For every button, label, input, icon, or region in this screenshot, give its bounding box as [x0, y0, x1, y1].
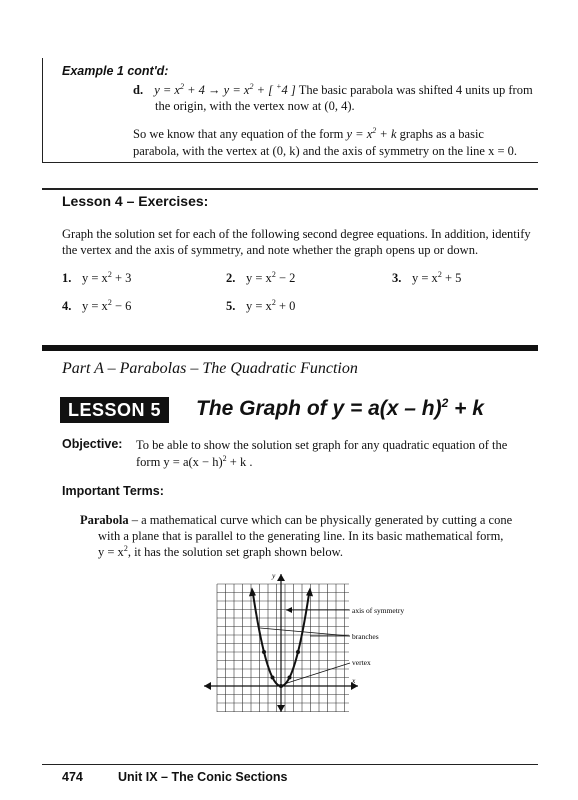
graph-grid: [217, 584, 349, 712]
label-branches: branches: [352, 632, 379, 641]
example-heading: Example 1 cont'd:: [62, 64, 169, 78]
terms-line3: $y = x^2$, it has the solution set graph shown below.: [98, 543, 343, 559]
y-axis-arrow-down: [277, 705, 285, 712]
example-item-d-line2: the origin, with the vertex now at (0, 4).: [155, 99, 355, 113]
exercise-2: 2. $y = x^2 - 2$: [226, 269, 296, 285]
item-label: d.: [133, 83, 144, 97]
branch-arrow-left: [249, 587, 256, 596]
exercise-1: 1. $y = x^2 + 3$: [62, 269, 132, 285]
objective-line2: form $y = a(x - h)^2 + k$ .: [136, 453, 253, 469]
parabola-point: [271, 676, 275, 680]
item-text-1: The basic parabola was shifted 4 units up from: [298, 83, 533, 97]
terms-line2: with a plane that is parallel to the generating line. In its basic mathematical form,: [98, 529, 504, 543]
exercise-4: 4. $y = x^2 - 6$: [62, 297, 132, 313]
parabola-point: [288, 676, 292, 680]
unit-title: Unit IX – The Conic Sections: [118, 770, 288, 784]
exercises-heading: Lesson 4 – Exercises:: [62, 193, 209, 209]
parabola-point: [296, 650, 300, 654]
label-y-axis: y: [272, 571, 276, 580]
y-axis-arrow-up: [277, 574, 285, 581]
leader-arrow-1: [286, 607, 292, 613]
footer-rule: [42, 764, 538, 765]
objective-label: Objective:: [62, 437, 123, 451]
branch-arrow-right: [306, 587, 313, 596]
lesson-title: The Graph of y = a(x – h)$^2$ + k: [196, 396, 484, 420]
exercises-instructions-1: Graph the solution set for each of the following second degree equations. In addition, identify: [62, 227, 531, 241]
example-item-d: [133, 82, 543, 99]
terms-heading: Important Terms:: [62, 484, 164, 498]
parabola-graph: [200, 570, 410, 715]
x-axis-arrow-left: [204, 682, 211, 690]
exercises-instructions-2: the vertex and the axis of symmetry, and note whether the graph opens up or down.: [62, 243, 479, 257]
part-rule: [42, 345, 538, 351]
page-number: 474: [62, 770, 83, 784]
parabola-point: [262, 650, 266, 654]
label-axis-symmetry: axis of symmetry: [352, 606, 405, 615]
label-vertex: vertex: [352, 658, 371, 667]
exercise-5: 5. $y = x^2 + 0$: [226, 297, 296, 313]
part-title: Part A – Parabolas – The Quadratic Function: [62, 360, 358, 377]
example-box-bottom-border: [42, 162, 538, 163]
terms-line1: Parabola – a mathematical curve which can be physically generated by cutting a cone: [80, 513, 513, 527]
example-summary-line1: So we know that any equation of the form $y = x^2 + k$ graphs as a basic: [133, 125, 484, 141]
exercise-3: 3. $y = x^2 + 5$: [392, 269, 462, 285]
example-box-left-border: [42, 58, 43, 163]
example-summary-line2: parabola, with the vertex at (0, k) and the axis of symmetry on the line x = 0.: [133, 144, 518, 158]
exercises-rule: [42, 188, 538, 190]
item-equation: $y = x^2 + 4 \to y = x^2$ + [ +4 ]: [154, 81, 296, 97]
parabola-point: [279, 684, 283, 688]
lesson-badge: LESSON 5: [60, 397, 169, 423]
label-x-axis: x: [352, 676, 356, 685]
objective-line1: To be able to show the solution set graph for any quadratic equation of the: [136, 438, 508, 452]
